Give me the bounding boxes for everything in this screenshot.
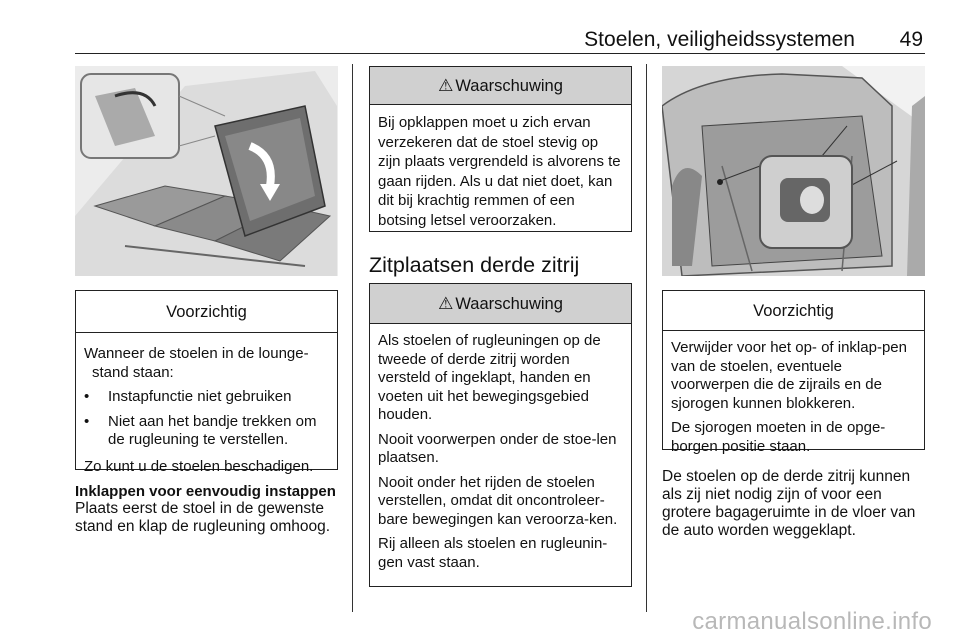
warning-header — [370, 67, 631, 105]
caution-bullet — [84, 413, 329, 450]
caution-heading: Voorzichtig — [663, 291, 924, 331]
warning-header — [370, 284, 631, 324]
bullet-icon: • — [84, 412, 90, 430]
column-divider-right — [646, 64, 647, 612]
page-title: Stoelen, veiligheidssystemen — [584, 28, 855, 51]
subheading-easy-entry: Inklappen voor eenvoudig instappen — [75, 483, 336, 500]
caution-heading: Voorzichtig — [76, 291, 337, 333]
caution-paragraph: De sjorogen moeten in de opge-borgen positie staan. — [671, 419, 886, 455]
page-header — [75, 28, 925, 54]
cargo-area-illustration — [662, 66, 925, 276]
caution-outro: Zo kunt u de stoelen beschadigen. — [84, 457, 314, 475]
warning-heading: Waarschuwing — [455, 77, 563, 95]
header-rule — [75, 53, 925, 54]
caution-bullet-text: Instapfunctie niet gebruiken — [108, 388, 292, 405]
caution-intro: Wanneer de stoelen in de lounge-stand staan: — [84, 345, 309, 381]
caution-box-third-row — [662, 290, 925, 455]
caution-bullet-text: Niet aan het bandje trekken om de rugleuning te verstellen. — [108, 412, 317, 448]
warning-paragraph: Nooit onder het rijden de stoelen verstellen, omdat dit oncontroleer-bare bewegingen kan veroorza-ken. — [378, 473, 618, 528]
caution-paragraph: Verwijder voor het op- of inklap-pen van de stoelen, eventuele voorwerpen die de zijrails en de sjorogen kunnen blokkeren. — [671, 339, 907, 412]
warning-box-third-row — [369, 283, 632, 587]
warning-text: Bij opklappen moet u zich ervan verzekeren dat de stoel stevig op zijn plaats vergrendeld is alvorens te gaan rijden. Als u dat niet doet, kan dit bij krachtig remmen of een botsing letsel veroorzaken. — [378, 114, 621, 229]
warning-box-fold-up — [369, 66, 632, 232]
warning-paragraph: Nooit voorwerpen onder de stoe-len plaatsen. — [378, 430, 617, 466]
caution-bullet — [84, 388, 329, 407]
caution-box-seats — [75, 290, 338, 475]
paragraph-easy-entry: Plaats eerst de stoel in de gewenste stand en klap de rugleuning omhoog. — [75, 500, 331, 535]
warning-icon: ⚠ — [438, 294, 454, 313]
page-number: 49 — [899, 28, 923, 51]
seat-folding-illustration — [75, 66, 338, 276]
warning-paragraph: Rij alleen als stoelen en rugleunin-gen vast staan. — [378, 535, 608, 571]
bullet-icon: • — [84, 388, 90, 405]
section-heading-third-row: Zitplaatsen derde zitrij — [369, 253, 580, 277]
warning-heading: Waarschuwing — [455, 295, 563, 313]
paragraph-third-row: De stoelen op de derde zitrij kunnen als zij niet nodig zijn of voor een grotere bagageruimte in de vloer van de auto worden weggeklapt. — [662, 468, 916, 539]
warning-paragraph: Als stoelen of rugleuningen op de tweede of derde zitrij worden versteld of ingeklapt, handen en voeten uit het bewegingsgebied houden. — [378, 332, 601, 423]
watermark: carmanualsonline.info — [692, 608, 932, 635]
warning-icon: ⚠ — [438, 76, 454, 95]
column-divider-left — [352, 64, 353, 612]
